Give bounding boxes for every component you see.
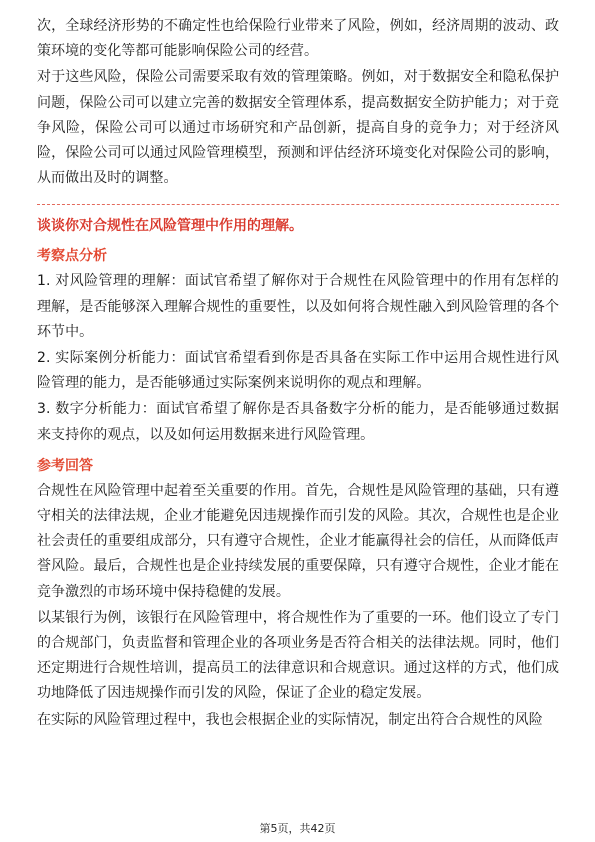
analysis-point-2: 2. 实际案例分析能力：面试官希望看到你是否具备在实际工作中运用合规性进行风险管理的能力，是否能够通过实际案例来说明你的观点和理解。 <box>37 350 559 392</box>
answer-paragraph-2: 以某银行为例，该银行在风险管理中，将合规性作为了重要的一环。他们设立了专门的合规部门，负责监督和管理企业的各项业务是否符合相关的法律法规。同时，他们还定期进行合规性培训，提高员工的法律意识和合规意识。通过这样的方式，他们成功地降低了因违规操作而引发的风险，保证了企业的稳定发展。 <box>37 609 559 702</box>
page-footer: 第5页，共42页 <box>259 822 336 835</box>
section-divider <box>37 204 559 205</box>
answer-title: 参考回答 <box>37 457 93 474</box>
intro-paragraph-1: 次，全球经济形势的不确定性也给保险行业带来了风险，例如，经济周期的波动、政策环境的变化等都可能影响保险公司的经营。 <box>37 18 559 60</box>
analysis-point-3: 3. 数字分析能力：面试官希望了解你是否具备数字分析的能力，是否能够通过数据来支持你的观点，以及如何运用数据来进行风险管理。 <box>37 401 559 443</box>
analysis-title: 考察点分析 <box>37 248 107 265</box>
answer-paragraph-1: 合规性在风险管理中起着至关重要的作用。首先，合规性是风险管理的基础，只有遵守相关的法律法规，企业才能避免因违规操作而引发的风险。其次，合规性也是企业社会责任的重要组成部分，只有遵守合规性，企业才能赢得社会的信任，从而降低声誉风险。最后，合规性也是企业持续发展的重要保障，只有遵守合规性，企业才能在竞争激烈的市场环境中保持稳健的发展。 <box>37 482 559 600</box>
document-page <box>37 14 559 733</box>
analysis-point-1: 1. 对风险管理的理解：面试官希望了解你对于合规性在风险管理中的作用有怎样的理解，是否能够深入理解合规性的重要性，以及如何将合规性融入到风险管理的各个环节中。 <box>37 273 559 340</box>
answer-paragraph-3: 在实际的风险管理过程中，我也会根据企业的实际情况，制定出符合合规性的风险 <box>37 711 543 728</box>
question-heading: 谈谈你对合规性在风险管理中作用的理解。 <box>37 218 303 235</box>
intro-paragraph-2: 对于这些风险，保险公司需要采取有效的管理策略。例如，对于数据安全和隐私保护问题，保险公司可以建立完善的数据安全管理体系，提高数据安全防护能力；对于竞争风险，保险公司可以通过市场研究和产品创新，提高自身的竞争力；对于经济风险，保险公司可以通过风险管理模型，预测和评估经济环境变化对保险公司的影响，从而做出及时的调整。 <box>37 69 559 187</box>
